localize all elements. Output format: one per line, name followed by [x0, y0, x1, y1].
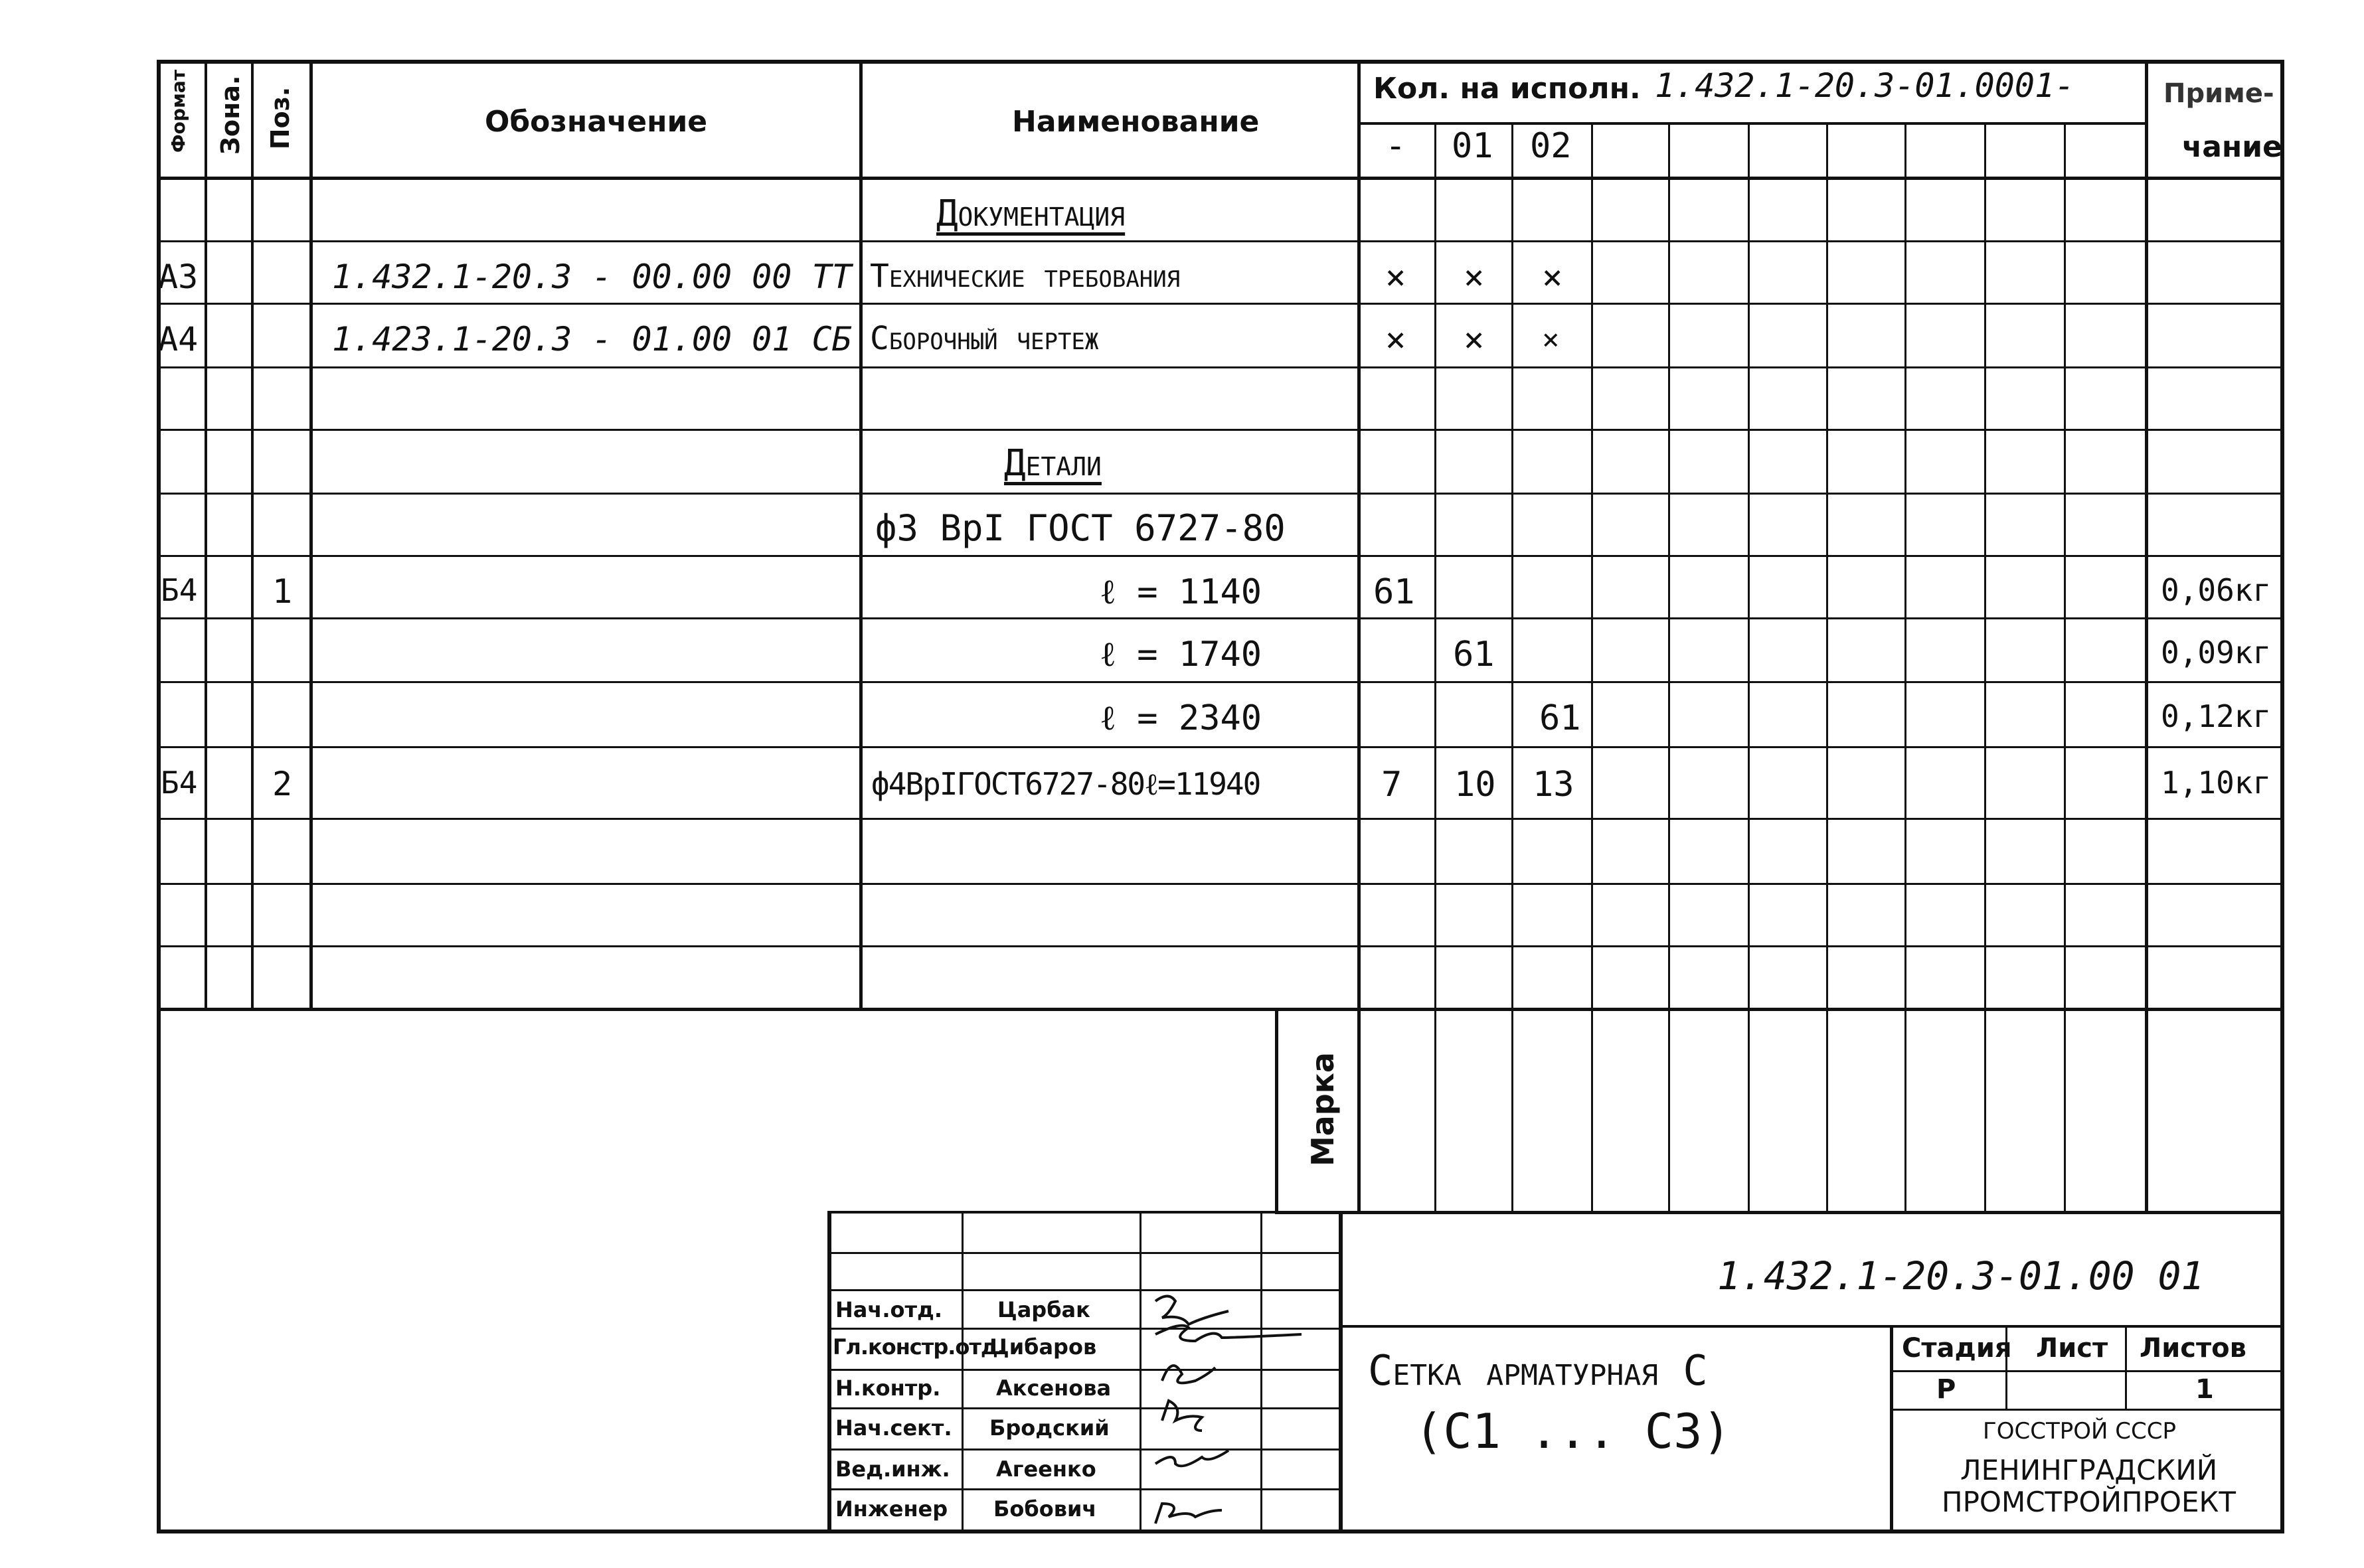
- header-remark-2: чание: [2182, 130, 2282, 164]
- section-details: Детали: [1004, 442, 1102, 484]
- header-qty-doc: 1.432.1-20.3-01.0001-: [1655, 66, 2075, 105]
- table-row-pos: 2: [272, 765, 293, 803]
- table-row-qty: ×: [1385, 320, 1406, 360]
- org-gosstroy: ГОССТРОЙ СССР: [1983, 1418, 2176, 1445]
- table-row-note: 0,09кг: [2161, 635, 2272, 670]
- signer-name: Царбак: [997, 1297, 1090, 1322]
- table-row-note: 0,06кг: [2161, 572, 2272, 608]
- table-row-name: Сборочный чертеж: [870, 320, 1099, 357]
- sheets-label: Листов: [2140, 1333, 2246, 1364]
- signer-name: Агеенко: [996, 1456, 1096, 1482]
- signer-name: Бобович: [993, 1496, 1097, 1522]
- drawing-title-line1: Сетка арматурная С: [1368, 1346, 1708, 1395]
- signature-scribbles: [1142, 1288, 1302, 1535]
- variant-dash: -: [1385, 126, 1406, 166]
- org-name-1: ЛЕНИНГРАДСКИЙ: [1960, 1454, 2218, 1486]
- signer-name: Цибаров: [989, 1334, 1097, 1360]
- table-row-qty: 13: [1533, 765, 1574, 805]
- signer-name: Бродский: [989, 1415, 1110, 1441]
- stage-value: Р: [1936, 1374, 1956, 1405]
- table-row-qty: ×: [1464, 320, 1485, 360]
- drawing-title-line2: (С1 ... С3): [1414, 1403, 1731, 1459]
- table-row-qty: 7: [1381, 765, 1402, 805]
- section-documentation: Документация: [936, 193, 1126, 234]
- table-row-designation: 1.432.1-20.3 - 00.00 00 ТТ: [332, 258, 852, 296]
- table-row-name: ℓ = 1140: [1100, 572, 1262, 612]
- signer-role: Вед.инж.: [835, 1456, 950, 1482]
- table-row-format: Б4: [161, 765, 198, 801]
- signer-role: Гл.констр.отд.: [833, 1334, 1005, 1360]
- variant-02: 02: [1530, 126, 1572, 166]
- header-name: Наименование: [1012, 105, 1260, 139]
- table-row-name: Технические требования: [870, 258, 1181, 295]
- table-row-format: Б4: [161, 572, 198, 608]
- table-row-qty: 61: [1453, 635, 1495, 674]
- header-pos: Поз.: [266, 86, 295, 150]
- header-zone: Зона.: [216, 75, 245, 155]
- table-row-name: ℓ = 2340: [1100, 698, 1262, 738]
- signer-role: Нач.отд.: [835, 1297, 943, 1322]
- marka-label: Марка: [1305, 1052, 1341, 1167]
- header-format: Формат: [167, 69, 189, 153]
- table-row-format: А4: [158, 320, 199, 358]
- table-row-format: А3: [158, 258, 199, 296]
- table-row-qty: ×: [1464, 258, 1485, 297]
- doc-number: 1.432.1-20.3-01.00 01: [1717, 1253, 2205, 1298]
- table-row-qty: ×: [1542, 258, 1563, 297]
- table-row-qty: ×: [1542, 323, 1560, 356]
- table-row-note: 1,10кг: [2161, 765, 2272, 801]
- org-name-2: ПРОМСТРОЙПРОЕКТ: [1942, 1486, 2236, 1518]
- table-row-name: ℓ = 1740: [1100, 635, 1262, 674]
- signer-name: Аксенова: [996, 1375, 1112, 1401]
- sheets-value: 1: [2195, 1374, 2214, 1405]
- sheet-label: Лист: [2036, 1333, 2108, 1364]
- signer-role: Инженер: [835, 1496, 948, 1522]
- table-row-qty: 10: [1454, 765, 1496, 805]
- table-row-note: 0,12кг: [2161, 698, 2272, 734]
- signer-role: Н.контр.: [835, 1375, 941, 1401]
- table-row-name: ф4ВрIГОСТ6727-80ℓ=11940: [871, 766, 1260, 802]
- header-designation: Обозначение: [485, 105, 708, 139]
- variant-01: 01: [1452, 126, 1493, 166]
- table-row-qty: 61: [1539, 698, 1581, 738]
- signer-role: Нач.сект.: [835, 1415, 952, 1441]
- table-row-qty: 61: [1373, 572, 1415, 612]
- table-row-designation: 1.423.1-20.3 - 01.00 01 СБ: [332, 320, 852, 358]
- header-qty-label: Кол. на исполн.: [1373, 72, 1641, 106]
- header-remark-1: Приме-: [2163, 78, 2274, 109]
- table-row-pos: 1: [272, 572, 293, 611]
- stage-label: Стадия: [1902, 1333, 2012, 1364]
- table-row-qty: ×: [1385, 258, 1406, 297]
- table-row-name: ф3 ВрI ГОСТ 6727-80: [875, 507, 1286, 549]
